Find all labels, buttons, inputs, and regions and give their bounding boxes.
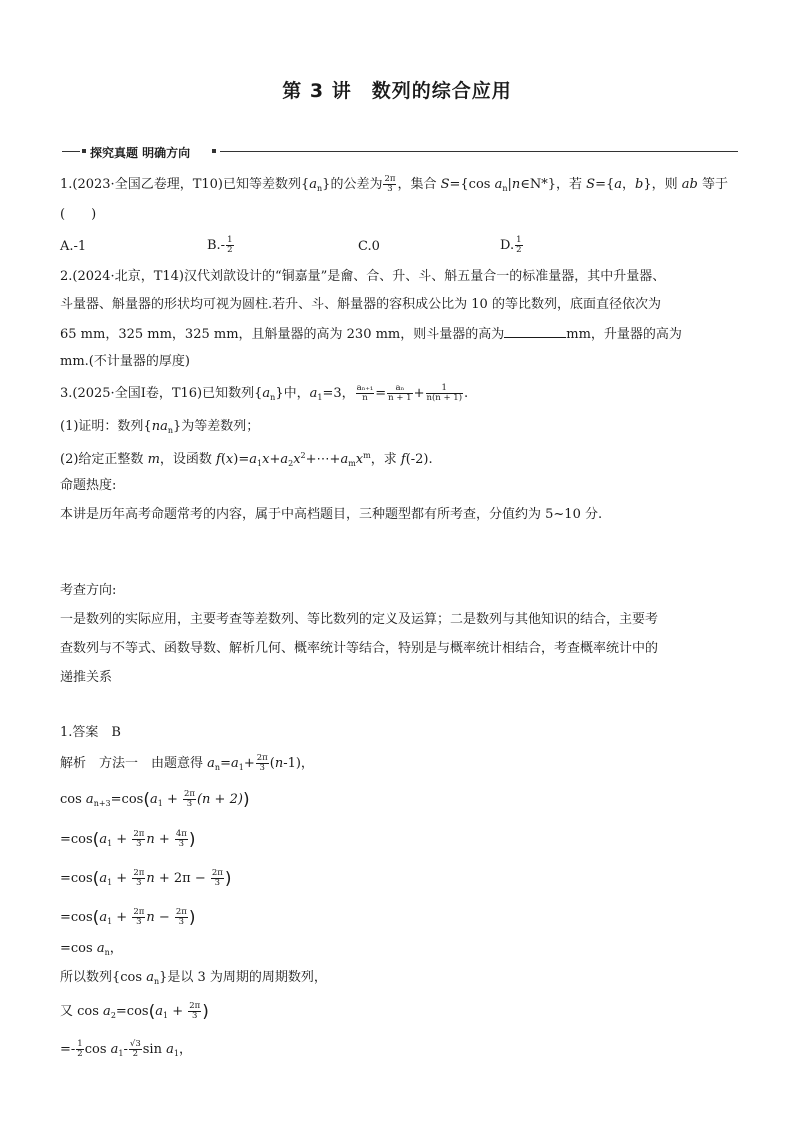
question-3-part-2: (2)给定正整数 m，设函数 $f(x)=a_1x+a_2x^2+\cdots+a_mx^m$，求 f(-2). (60, 451, 433, 468)
section-rule (220, 151, 738, 152)
option-b: B.- $\frac{1}{2}$ (207, 235, 233, 255)
solution-line-9: =- $\frac{1}{2}$ $\cos a_1-$ $\frac{√3}{2}$ $\sin a_1$， (60, 1039, 192, 1059)
option-c: C.0 (358, 239, 380, 254)
section-lead-rule (62, 151, 80, 152)
fraction: $\frac{2\pi}{3}$ (133, 907, 145, 927)
fraction: $\frac{4\pi}{3}$ (175, 829, 187, 849)
solution-line-6: =cos $a_n$， (60, 941, 123, 957)
fraction: $\frac{2\pi}{3}$ (183, 789, 195, 809)
option-a: A.-1 (60, 239, 87, 254)
direction-label: 考查方向: (60, 583, 117, 598)
question-1-paren: ( ) (60, 207, 97, 222)
question-2-line-2: 斗量器、斛量器的形状均可视为圆柱.若升、斗、斛量器的容积成公比为 10 的等比数列，底面直径依次为 (60, 297, 661, 312)
fraction: $\frac{1}{n(n + 1)}$ (426, 383, 463, 403)
solution-line-1: 解析 方法一 由题意得 $a_n=a_1+$ $\frac{2\pi}{3}$ (n-1)， (60, 753, 314, 773)
heat-label: 命题热度: (60, 478, 117, 493)
solution-line-7: 所以数列{cos $a_n$}是以 3 为周期的周期数列， (60, 970, 327, 986)
fraction: $\frac{1}{2}$ (516, 235, 522, 255)
fraction: $\frac{\text{aₙ₊₁}}{n}$ (356, 383, 374, 403)
question-2-line-4: mm.(不计量器的厚度) (60, 354, 190, 369)
fraction: $\frac{2\pi}{3}$ (211, 868, 223, 888)
fraction: $\frac{\text{aₙ}}{n + 1}$ (388, 383, 412, 403)
direction-line: 查数列与不等式、函数导数、解析几何、概率统计等结合，特别是与概率统计相结合，考查概率统计中的 (60, 641, 659, 656)
direction-line: 递推关系 (60, 670, 113, 685)
fraction: $\frac{2\pi}{3}$ (133, 829, 145, 849)
direction-line: 一是数列的实际应用，主要考查等差数列、等比数列的定义及运算；二是数列与其他知识的结合，主要考 (60, 612, 659, 627)
section-header (62, 144, 738, 160)
solution-line-4: $=\cos(a_1$ + $\frac{2\pi}{3}$ n + 2π − $\frac{2\pi}{3}$ ) (60, 868, 232, 889)
solution-line-5: $=\cos(a_1$ + $\frac{2\pi}{3}$ n − $\frac{2\pi}{3}$ ) (60, 907, 196, 928)
solution-line-2: $\cos a_{n+3}=\cos(a_1$ + $\frac{2\pi}{3}$ (n + 2)) (60, 789, 250, 810)
section-label: 探究真题 明确方向 (90, 146, 191, 160)
question-2-line-3: 65 mm，325 mm，325 mm，且斛量器的高为 230 mm，则斗量器的高为 mm，升量器的高为 (60, 327, 682, 342)
fraction: $\frac{√3}{2}$ (129, 1039, 141, 1059)
question-1-stem: 1.(2023·全国乙卷理，T10)已知等差数列$\{a_n\}$的公差为 $\frac{2\pi}{3}$ ，集合 S={cos $a_n|n\in N*$}，若 S={a，b}，则 ab 等于 (60, 174, 728, 194)
fraction: $\frac{2\pi}{3}$ (133, 868, 145, 888)
option-d: D. $\frac{1}{2}$ (500, 235, 522, 255)
fraction: $\frac{2\pi}{3}$ (256, 753, 268, 773)
fraction: $\frac{2\pi}{3}$ (189, 1001, 201, 1021)
fraction: $\frac{2\pi}{3}$ (384, 174, 396, 194)
heat-text: 本讲是历年高考命题常考的内容，属于中高档题目，三种题型都有所考查，分值约为 5~10 分. (60, 507, 603, 522)
page-title: 第 3 讲 数列的综合应用 (282, 80, 512, 102)
question-2-line-1: 2.(2024·北京，T14)汉代刘歆设计的“铜嘉量”是龠、合、升、斗、斛五量合一的标准量器，其中升量器、 (60, 269, 666, 284)
question-3-part-1: (1)证明：数列$\{na_n\}$为等差数列； (60, 419, 260, 435)
answer-blank (504, 325, 566, 338)
section-square-icon (82, 149, 86, 153)
fraction: $\frac{2\pi}{3}$ (175, 907, 187, 927)
question-3-stem: 3.(2025·全国Ⅰ卷，T16)已知数列$\{a_n\}$中，$a_1=3$， $\frac{\text{aₙ₊₁}}{n}$ = $\frac{\text{aₙ}}{n + 1}$ + $\frac{1}{n(n + 1)}$ . (60, 383, 469, 403)
solution-line-3: $=\cos(a_1$ + $\frac{2\pi}{3}$ n + $\frac{4\pi}{3}$ ) (60, 829, 196, 850)
section-square-icon (212, 149, 216, 153)
fraction: $\frac{1}{2}$ (227, 235, 233, 255)
solution-line-8: 又 $\cos a_2=\cos(a_1$ + $\frac{2\pi}{3}$ ) (60, 1001, 209, 1022)
answer-line: 1.答案 B (60, 725, 121, 740)
fraction: $\frac{1}{2}$ (77, 1039, 83, 1059)
